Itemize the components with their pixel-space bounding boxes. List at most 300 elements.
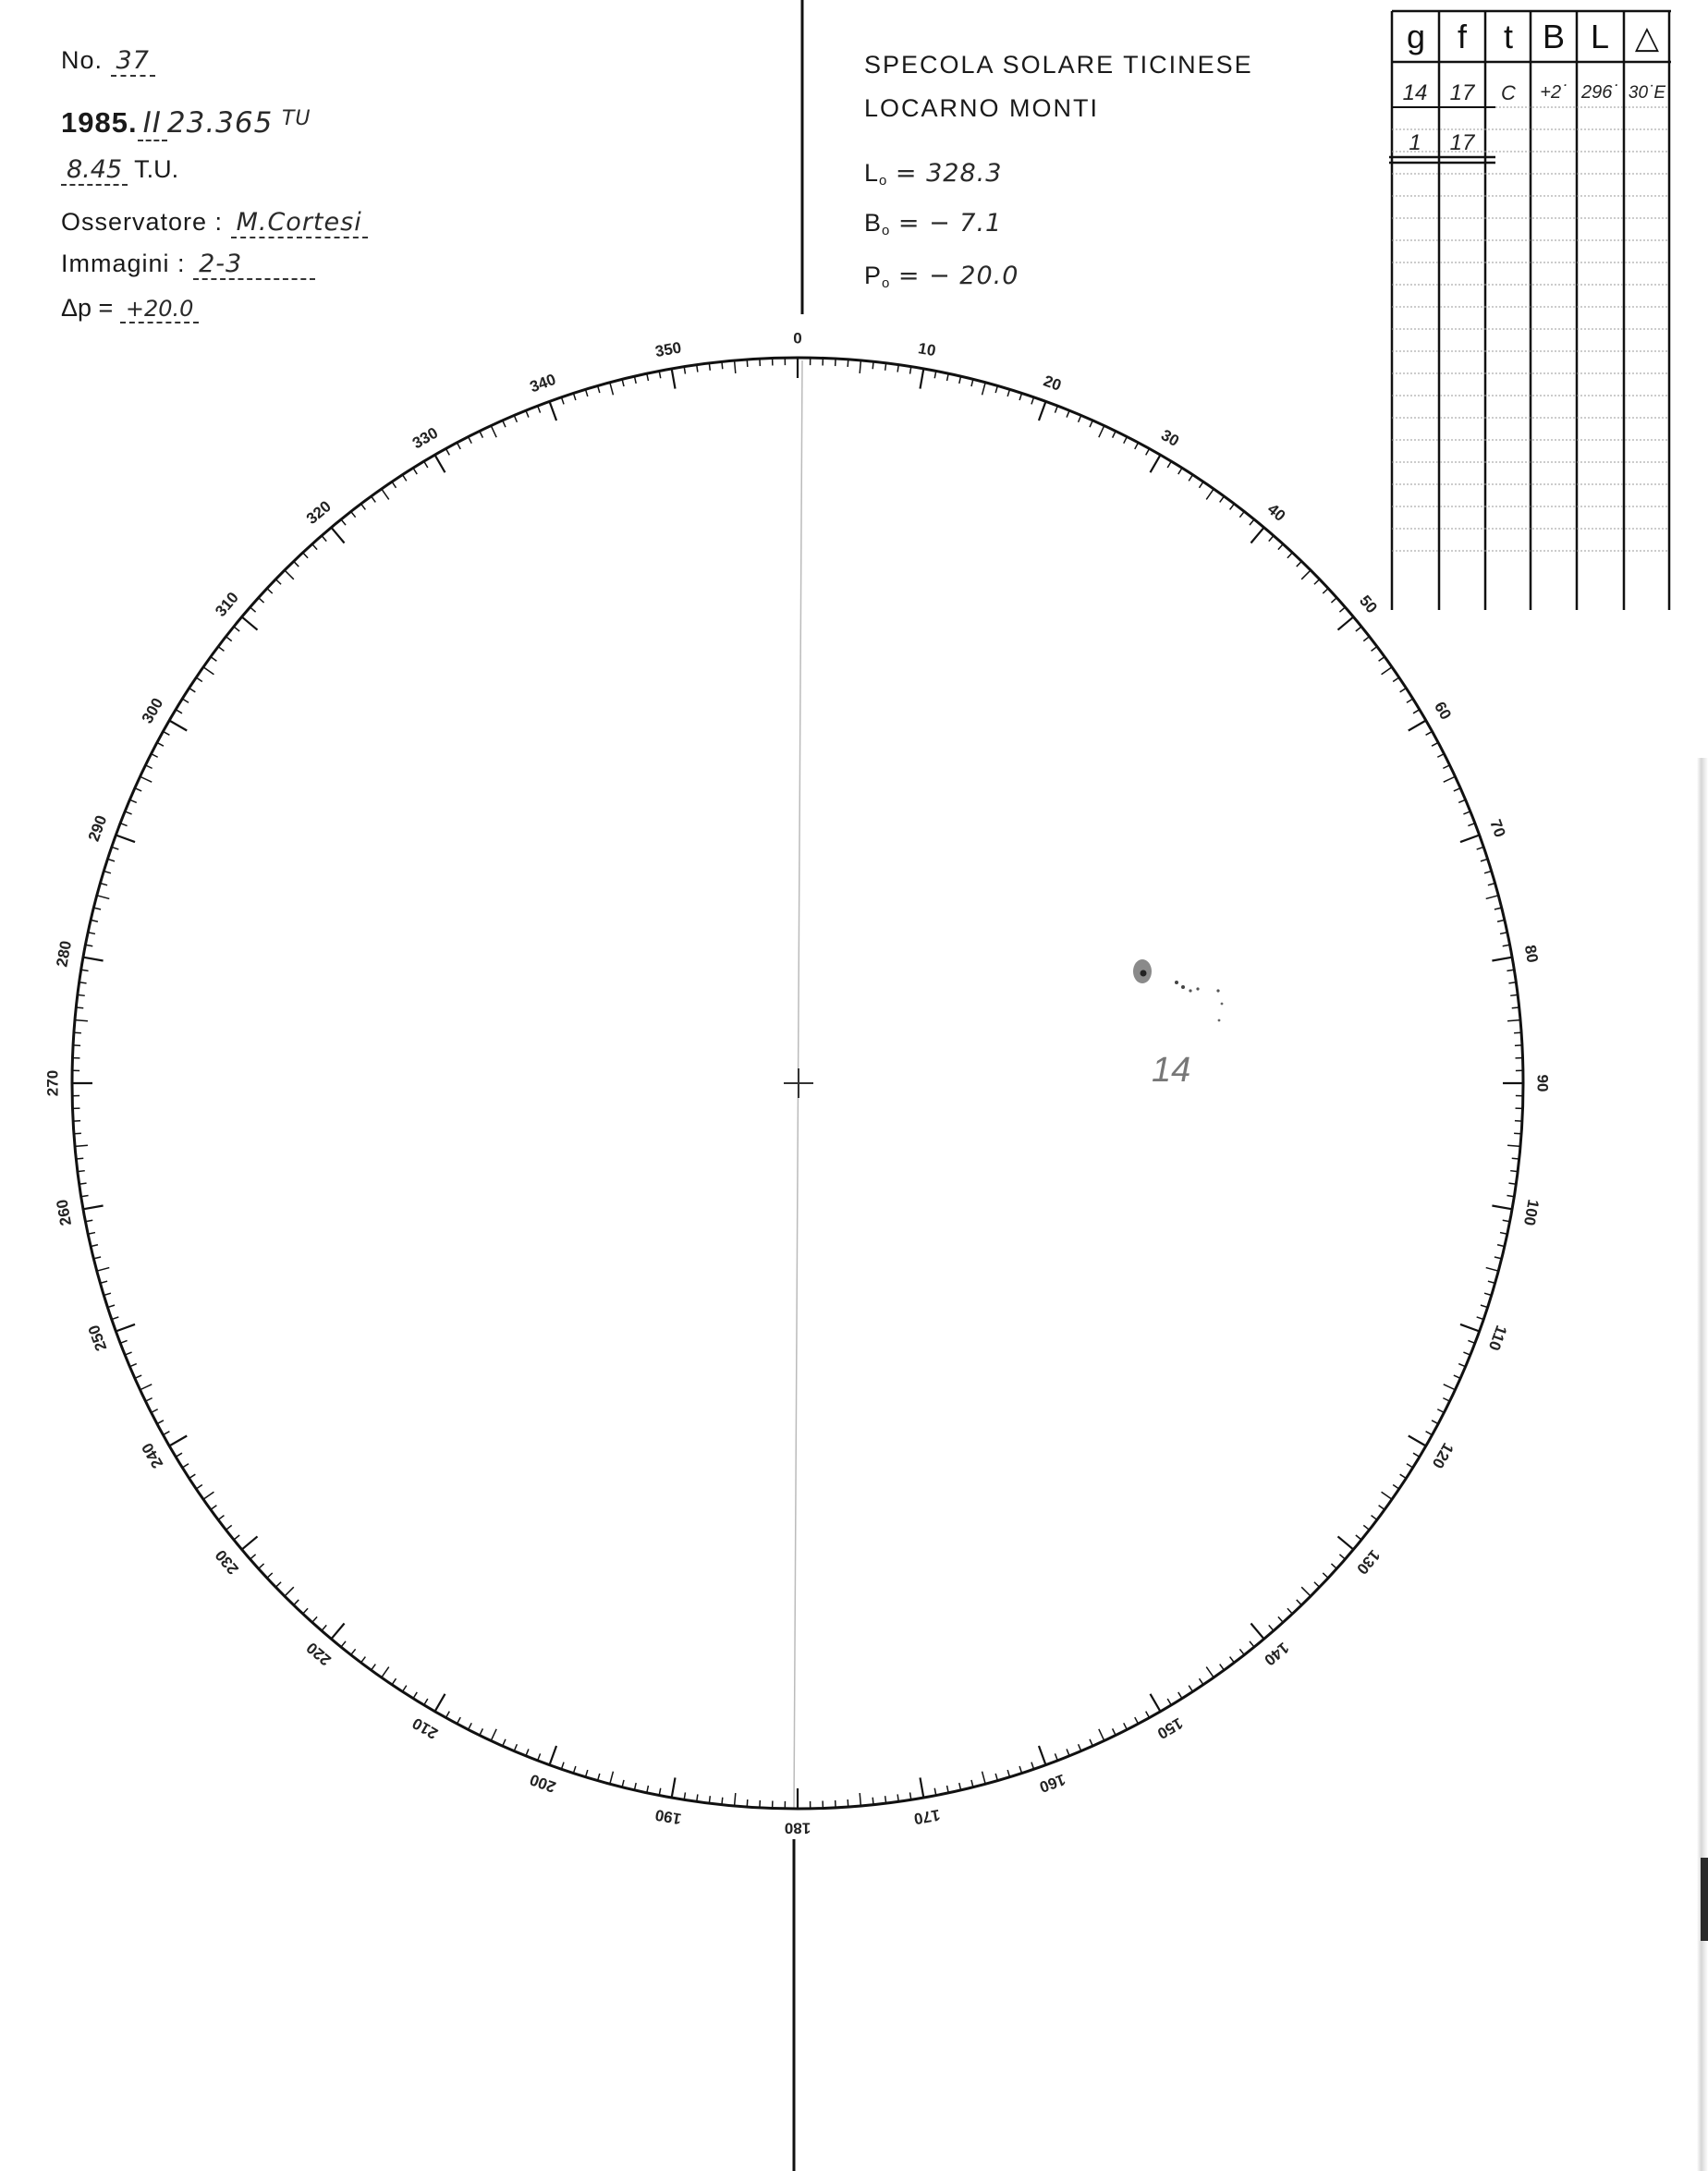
degree-tick — [503, 1739, 506, 1746]
degree-tick — [83, 957, 104, 961]
degree-tick — [413, 1692, 417, 1699]
degree-tick — [218, 647, 224, 652]
l0-number: = 328.3 — [895, 159, 1003, 188]
degree-label: 70 — [1486, 817, 1509, 840]
degree-tick — [267, 1573, 273, 1578]
degree-tick — [1314, 579, 1320, 585]
degree-label: 260 — [53, 1198, 76, 1227]
sunspot-pore — [1175, 981, 1178, 984]
degree-tick — [93, 1257, 101, 1259]
degree-tick — [1167, 1699, 1171, 1705]
degree-tick — [1413, 710, 1420, 714]
degree-tick — [1488, 884, 1495, 885]
degree-tick — [872, 361, 873, 369]
degree-tick — [1356, 1535, 1361, 1540]
degree-tick — [413, 468, 417, 474]
sunspot-pore — [1218, 1019, 1221, 1022]
degree-tick — [526, 410, 529, 417]
degree-tick — [83, 1205, 104, 1209]
table-cell: +2˙ — [1540, 82, 1568, 103]
degree-tick — [1463, 811, 1470, 814]
degree-tick — [372, 1665, 376, 1670]
degree-tick — [1099, 1729, 1104, 1741]
degree-tick — [1167, 461, 1171, 468]
degree-tick — [1393, 1484, 1399, 1488]
degree-tick — [1407, 699, 1413, 702]
degree-tick — [303, 553, 308, 558]
degree-tick — [1113, 1728, 1116, 1735]
degree-tick — [480, 1728, 483, 1735]
degree-tick — [1363, 1525, 1369, 1530]
degree-tick — [402, 1686, 406, 1692]
degree-tick — [234, 627, 239, 631]
degree-tick — [163, 1432, 169, 1435]
degree-tick — [1468, 823, 1474, 826]
degree-tick — [722, 361, 723, 369]
l0-label: L — [864, 159, 880, 187]
degree-tick — [1287, 1608, 1292, 1614]
table-cell: 296˙ — [1580, 82, 1619, 103]
b0-label: B — [864, 209, 883, 237]
degree-tick — [267, 589, 273, 593]
delta-p-value: +20.0 — [120, 296, 200, 323]
degree-tick — [1339, 1555, 1345, 1559]
degree-tick — [538, 406, 541, 412]
degree-tick — [312, 544, 317, 550]
degree-tick — [424, 461, 428, 468]
date-day: 23.365 — [166, 106, 274, 140]
degree-tick — [1379, 657, 1385, 662]
degree-tick — [1393, 677, 1399, 681]
degree-tick — [1486, 1268, 1499, 1272]
degree-tick — [709, 1796, 710, 1803]
degree-tick — [1230, 504, 1235, 509]
degree-tick — [361, 504, 366, 509]
degree-tick — [982, 1772, 986, 1785]
degree-tick — [100, 1281, 107, 1283]
degree-tick — [1113, 431, 1116, 437]
degree-tick — [747, 360, 748, 367]
degree-tick — [1067, 1749, 1069, 1755]
table-header-t: t — [1503, 18, 1514, 55]
degree-tick — [1199, 482, 1202, 488]
l0-sub: o — [879, 173, 888, 189]
degree-tick — [610, 1772, 614, 1785]
degree-tick — [322, 536, 326, 542]
degree-label: 160 — [1037, 1770, 1068, 1797]
degree-tick — [372, 496, 376, 502]
degree-tick — [1297, 561, 1302, 567]
degree-tick — [1512, 1007, 1519, 1008]
degree-tick — [1492, 1205, 1512, 1209]
sheet-number-label: No. — [61, 46, 104, 74]
degree-tick — [1178, 1692, 1182, 1699]
table-row-rules — [1392, 107, 1669, 551]
degree-tick — [1039, 1746, 1046, 1765]
b0-sub: o — [882, 223, 891, 238]
table-cell: 17 — [1449, 130, 1475, 155]
degree-label: 150 — [1153, 1714, 1187, 1743]
degree-tick — [312, 1616, 317, 1622]
degree-tick — [1297, 1600, 1302, 1605]
degree-tick — [259, 598, 264, 603]
degree-tick — [285, 1587, 294, 1596]
degree-tick — [1372, 1516, 1377, 1520]
degree-tick — [402, 475, 406, 482]
degree-tick — [1407, 1464, 1413, 1468]
degree-tick — [1514, 1133, 1521, 1134]
degree-tick — [1400, 688, 1407, 691]
degree-tick — [1314, 1582, 1320, 1588]
degree-label: 350 — [653, 338, 683, 361]
degree-tick — [152, 754, 158, 758]
degree-label: 80 — [1520, 944, 1542, 965]
sunspot-leader-core — [1141, 970, 1147, 977]
degree-tick — [74, 1032, 81, 1033]
degree-tick — [995, 385, 997, 393]
degree-label: 220 — [302, 1639, 335, 1669]
degree-label: 250 — [84, 1323, 111, 1354]
degree-tick — [1432, 742, 1438, 746]
sunspot-pore — [1221, 1003, 1224, 1006]
degree-tick — [747, 1799, 748, 1807]
degree-tick — [1443, 1398, 1449, 1402]
degree-tick — [1323, 589, 1328, 593]
degree-tick — [1239, 511, 1244, 517]
table-cell: 1 — [1409, 130, 1421, 155]
table-header-delta: △ — [1634, 20, 1660, 55]
date-suffix: TU — [281, 107, 311, 130]
degree-tick — [1454, 1375, 1460, 1378]
degree-tick — [1090, 1739, 1092, 1746]
degree-label: 100 — [1519, 1198, 1543, 1227]
images-value: 2-3 — [193, 250, 315, 280]
degree-tick — [1079, 415, 1081, 421]
degree-tick — [1488, 1281, 1495, 1283]
degree-tick — [1460, 835, 1480, 843]
degree-tick — [1444, 1384, 1456, 1390]
scan-edge-mark — [1701, 1858, 1708, 1941]
degree-tick — [275, 579, 281, 585]
degree-tick — [135, 1375, 141, 1378]
degree-tick — [672, 369, 676, 389]
degree-tick — [1206, 1667, 1214, 1677]
degree-tick — [196, 1484, 202, 1488]
degree-tick — [1426, 1432, 1433, 1435]
degree-tick — [1220, 496, 1225, 502]
degree-tick — [457, 443, 460, 449]
degree-tick — [1199, 1678, 1202, 1685]
degree-tick — [234, 1535, 239, 1540]
degree-label: 50 — [1356, 592, 1381, 617]
degree-tick — [1039, 401, 1046, 421]
degree-tick — [1230, 1657, 1235, 1663]
degree-tick — [920, 369, 923, 389]
table-header-f: f — [1457, 18, 1468, 55]
degree-tick — [469, 437, 472, 444]
degree-tick — [672, 1777, 676, 1798]
degree-label: 240 — [138, 1439, 167, 1472]
degree-tick — [1055, 406, 1057, 412]
degree-tick — [97, 896, 110, 899]
degree-tick — [1514, 1032, 1521, 1033]
degree-label: 200 — [527, 1770, 558, 1797]
degree-tick — [76, 1158, 83, 1159]
degree-tick — [1067, 410, 1069, 417]
degree-label: 300 — [138, 694, 167, 727]
degree-tick — [75, 1145, 88, 1146]
degree-label: 60 — [1431, 699, 1455, 723]
degree-label: 40 — [1263, 500, 1289, 525]
sunspot-group-label: 14 — [1152, 1051, 1191, 1090]
degree-tick — [1189, 475, 1192, 482]
degree-tick — [1178, 468, 1182, 474]
degree-tick — [735, 360, 736, 373]
time-unit: T.U. — [134, 155, 179, 183]
degree-tick — [211, 657, 216, 662]
degree-tick — [157, 1421, 164, 1424]
degree-tick — [514, 1744, 517, 1750]
degree-tick — [242, 616, 258, 629]
degree-tick — [392, 1678, 396, 1685]
sunspot-pore — [1189, 989, 1191, 992]
degree-tick — [424, 1699, 428, 1705]
degree-tick — [157, 742, 164, 746]
degree-label: 130 — [1353, 1546, 1384, 1579]
degree-tick — [169, 721, 187, 731]
degree-tick — [1444, 776, 1456, 782]
sunspot-group — [1133, 959, 1223, 1021]
degree-tick — [196, 677, 202, 681]
degree-label: 170 — [912, 1805, 942, 1828]
degree-tick — [514, 415, 517, 421]
degree-tick — [189, 688, 196, 691]
degree-tick — [76, 1007, 83, 1008]
p0-label: P — [864, 262, 883, 289]
degree-tick — [75, 1020, 88, 1021]
observatory-location: LOCARNO MONTI — [864, 94, 1100, 122]
degree-tick — [445, 448, 449, 455]
degree-label: 280 — [53, 939, 76, 969]
degree-tick — [97, 1268, 110, 1272]
degree-tick — [1494, 1257, 1502, 1259]
degree-tick — [250, 607, 256, 612]
degree-tick — [1400, 1474, 1407, 1478]
degree-tick — [1269, 536, 1274, 542]
observatory-title: SPECOLA SOLARE TICINESE — [864, 51, 1253, 79]
degree-tick — [152, 1409, 158, 1413]
degree-tick — [445, 1712, 449, 1718]
degree-tick — [1460, 1324, 1480, 1332]
degree-tick — [1331, 1564, 1336, 1568]
degree-tick — [1146, 1712, 1150, 1718]
degree-tick — [1454, 788, 1460, 791]
degree-tick — [120, 823, 127, 826]
degree-label: 210 — [409, 1714, 442, 1743]
degree-tick — [303, 1608, 308, 1614]
degree-tick — [1409, 721, 1426, 731]
degree-tick — [526, 1749, 529, 1755]
observer-value: M.Cortesi — [231, 208, 368, 238]
degree-tick — [1507, 1145, 1520, 1146]
delta-p-label: Δp = — [61, 294, 114, 322]
degree-tick — [331, 1623, 344, 1639]
degree-tick — [125, 1352, 131, 1355]
degree-tick — [1239, 1649, 1244, 1654]
degree-tick — [250, 1555, 256, 1559]
degree-tick — [995, 1774, 997, 1781]
degree-tick — [1356, 627, 1361, 631]
degree-tick — [392, 482, 396, 488]
degree-tick — [182, 1464, 189, 1468]
degree-tick — [538, 1753, 541, 1760]
degree-tick — [1146, 448, 1150, 455]
degree-tick — [435, 455, 445, 472]
degree-tick — [1278, 1616, 1283, 1622]
degree-tick — [341, 1641, 346, 1647]
degree-tick — [1337, 1536, 1353, 1549]
degree-tick — [885, 363, 886, 371]
degree-tick — [129, 1364, 136, 1367]
degree-tick — [1301, 570, 1311, 579]
degree-tick — [1337, 616, 1353, 629]
degree-tick — [735, 1793, 736, 1806]
degree-tick — [145, 765, 152, 769]
degree-label: 180 — [784, 1819, 811, 1837]
degree-tick — [971, 1780, 973, 1787]
degree-tick — [1250, 1641, 1254, 1647]
degree-tick — [203, 667, 214, 675]
degree-tick — [1151, 455, 1161, 472]
date-year: 1985. — [61, 106, 138, 139]
degree-tick — [1055, 1753, 1057, 1760]
degree-tick — [1287, 553, 1292, 558]
degree-tick — [169, 1436, 187, 1446]
degree-tick — [226, 637, 231, 641]
degree-tick — [1301, 1587, 1311, 1596]
degree-tick — [971, 379, 973, 386]
degree-tick — [382, 489, 389, 499]
degree-tick — [1463, 1352, 1470, 1355]
degree-tick — [203, 1492, 214, 1499]
degree-tick — [74, 1133, 81, 1134]
degree-tick — [1323, 1573, 1328, 1578]
degree-tick — [1379, 1506, 1385, 1510]
table-header-b: B — [1542, 18, 1566, 55]
degree-tick — [341, 519, 346, 525]
degree-tick — [182, 699, 189, 702]
degree-tick — [598, 385, 600, 393]
p0-number: = − 20.0 — [897, 262, 1019, 290]
degree-tick — [176, 1453, 182, 1457]
degree-tick — [351, 511, 356, 517]
degree-tick — [1090, 421, 1092, 427]
degree-tick — [176, 710, 182, 714]
degree-tick — [294, 1600, 299, 1605]
date-month: II — [138, 106, 167, 141]
degree-label: 140 — [1261, 1639, 1293, 1669]
degree-tick — [242, 1536, 258, 1549]
degree-tick — [1413, 1453, 1420, 1457]
degree-tick — [218, 1516, 224, 1520]
degree-tick — [116, 835, 135, 843]
degree-tick — [135, 788, 141, 791]
time-value: 8.45 — [61, 155, 128, 186]
degree-tick — [550, 1746, 557, 1765]
degree-tick — [872, 1798, 873, 1805]
degree-label: 20 — [1041, 372, 1064, 395]
degree-tick — [1468, 1340, 1474, 1343]
degree-tick — [1151, 1694, 1161, 1712]
table-header-g: g — [1406, 18, 1426, 55]
degree-tick — [1206, 489, 1214, 499]
degree-tick — [259, 1564, 264, 1568]
sunspot-pore — [1216, 989, 1219, 992]
degree-tick — [1426, 731, 1433, 735]
degree-tick — [1382, 667, 1392, 675]
degree-label: 230 — [212, 1546, 242, 1579]
degree-tick — [1382, 1492, 1392, 1499]
degree-tick — [140, 776, 152, 782]
degree-tick — [1079, 1744, 1081, 1750]
degree-tick — [382, 1667, 389, 1677]
degree-tick — [1363, 637, 1369, 641]
degree-tick — [116, 1324, 135, 1332]
degree-tick — [1492, 957, 1512, 961]
degree-label: 270 — [43, 1069, 62, 1097]
degree-tick — [1409, 1436, 1426, 1446]
degree-tick — [322, 1625, 326, 1630]
degree-tick — [435, 1694, 445, 1712]
degree-label: 190 — [653, 1805, 683, 1828]
degree-tick — [622, 1780, 624, 1787]
degree-tick — [1339, 607, 1345, 612]
degree-tick — [1437, 1409, 1444, 1413]
degree-tick — [457, 1717, 460, 1724]
degree-tick — [885, 1796, 886, 1803]
scan-edge — [1697, 758, 1708, 2171]
degree-tick — [1432, 1421, 1438, 1424]
degree-tick — [709, 363, 710, 371]
degree-tick — [1443, 765, 1449, 769]
observer-label: Osservatore : — [61, 208, 224, 236]
degree-tick — [491, 426, 496, 438]
degree-tick — [226, 1525, 231, 1530]
degree-tick — [120, 1340, 127, 1343]
table-cell: 30˙E — [1628, 83, 1666, 103]
table-header-l: L — [1590, 18, 1610, 55]
degree-tick — [1510, 994, 1518, 995]
degree-tick — [93, 908, 101, 909]
degree-tick — [129, 799, 136, 802]
degree-label: 340 — [527, 370, 558, 396]
degree-tick — [275, 1582, 281, 1588]
degree-label: 90 — [1533, 1074, 1552, 1092]
degree-tick — [622, 379, 624, 386]
degree-tick — [1135, 443, 1139, 449]
degree-tick — [1372, 647, 1377, 652]
degree-tick — [920, 1777, 923, 1798]
degree-tick — [1124, 437, 1128, 444]
degree-tick — [78, 1171, 85, 1172]
degree-tick — [503, 421, 506, 427]
table-cell: 14 — [1402, 80, 1428, 105]
degree-tick — [1189, 1686, 1192, 1692]
degree-tick — [1331, 598, 1336, 603]
images-label: Immagini : — [61, 250, 186, 277]
degree-tick — [1510, 1171, 1518, 1172]
degree-tick — [1486, 896, 1499, 899]
